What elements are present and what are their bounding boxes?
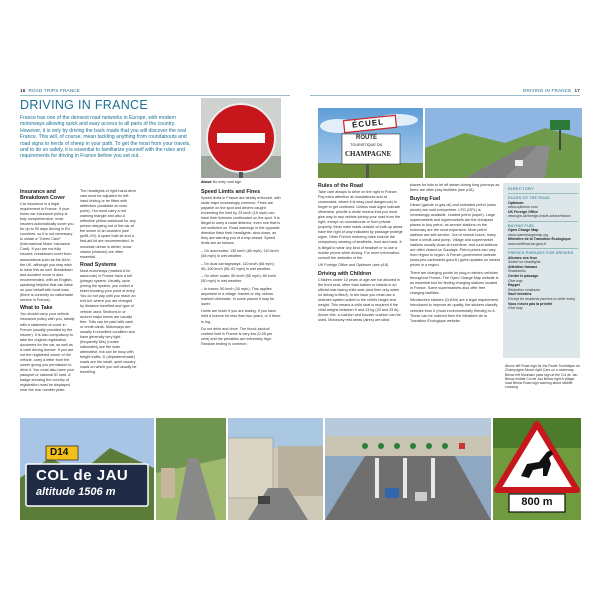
toll-booth-photo — [325, 418, 491, 520]
directory-fuel-heading: BUYING FUEL — [508, 223, 535, 228]
directory — [508, 186, 578, 311]
para-road-systems: Most motorways (marked A for autoroute) in France have a toll (péage) system. Usually, upon joining the system, you collect a ticket showing your point of entry. You do not pay until you reach an exit toll, where you are charged by distance travelled and type of vehicle used. Sections in or around major towns are usually free. Tolls can be paid with cash or credit cards. Motorways are usually in excellent condition and have generally very light (frequently 80s) (routes nationales) are the main alternative, but can be busy with freight traffic. D (départementale) roads are the small, quiet country roads on which you will usually be travelling. — [80, 269, 137, 375]
phrase-5: Sauf riverains — [508, 292, 532, 297]
right-header-rule — [310, 95, 580, 96]
heading-children: Driving with Children — [318, 270, 372, 277]
no-entry-photo — [201, 98, 281, 178]
left-running-title: ROAD TRIPS FRANCE — [28, 88, 81, 93]
dir-open-charge-url[interactable]: www.openchargemap.org — [508, 232, 549, 237]
phrase-5-en: Except for residents (access to other exits) — [508, 296, 576, 301]
village-photo — [228, 418, 323, 520]
directory-title: DIRECTORY — [508, 186, 535, 191]
para-insurance: Car insurance is a legal requirement in France. If your home car insurance policy is fully comprehensive, most insurers automatically cover you for up to 90 days driving in EU countries, so it is not necessary to obtain a "Green Card" (International Motor Insurance Card). If you are not fully insured, breakdown cover from associations such as the AA in the UK, although you may wish to have this as well. Breakdown and accident cover is also recommended, with an English-speaking helpline that can liaise on your behalf with local tows (there is currently no nationwide service in France). — [20, 202, 74, 302]
deer-distance: 800 m — [521, 496, 553, 508]
phrase-2: Attention travaux — [508, 264, 538, 269]
para-kids: places for kids to let off steam during long journeys as there are often play facilities (see p18). — [410, 183, 500, 193]
column-1 — [20, 189, 75, 396]
left-page-number: 16 — [20, 88, 26, 93]
para-speed-3: – On dual carriageways: 110 km/h (68 mph); 90–100 km/h (55–62 mph) in wet weather. — [201, 261, 275, 271]
column-2 — [80, 189, 137, 378]
no-entry-sign-icon — [201, 98, 281, 178]
dir-open-charge: Open Charge Map — [508, 228, 539, 233]
dir-optimum-url[interactable]: www.optimum.com — [508, 205, 538, 210]
heading-road-systems: Road Systems — [80, 262, 117, 269]
para-speed-2: – On autoroutes: 130 km/h (80 mph); 110 km/h (68 mph) in wet weather. — [201, 248, 279, 259]
phrase-3-en: Give way — [508, 278, 523, 283]
right-page-header — [523, 88, 580, 93]
column-4 — [318, 183, 404, 326]
heading-what-to-take: What to Take — [20, 305, 53, 312]
para-speed-5: – In towns: 50 km/h (30 mph). This applies anywhere in a village, hamlet or city, unless marked otherwise. In some places it may be lower. — [201, 286, 275, 306]
phrase-3: Centre le passage — [508, 274, 539, 278]
phrase-2-en: Roadworks — [508, 269, 526, 274]
phrase-1-en: Switch on headlights — [508, 260, 541, 265]
heading-rules-of-road: Rules of the Road — [318, 183, 364, 189]
para-stickers: Windscreen stickers (Crit'Air) are a legal requirement. Introduced to improve air quality, the stickers classify vehicles from 0 (most environmentally friendly) to 6. These can be ordered from the Ministère de la Transition Écologique website. — [410, 298, 499, 323]
dir-ministere: Ministère de la Transition Écologique — [508, 237, 571, 242]
champagne-sign-photo — [318, 108, 423, 178]
para-charging: There are charging points for plug-in electric vehicles throughout France. The Open Charge Map website is an essential tool for finding charging stations located in France. Some supermarkets also offer free charging facilities. — [410, 270, 499, 295]
dir-optimum: Optimum — [508, 200, 524, 205]
dir-ministere-url[interactable]: www.certificat-air.gouv.fr — [508, 241, 547, 246]
para-rules-2: UK Foreign Office and Optimum (see p18). — [318, 263, 390, 268]
para-headlights: The headlights of right-hand-drive cars must be adjusted for left-hand driving or be fitted with deflectors (available at most ports). You must carry a red warning triangle and also a reflective yellow waistcoat for any person stepping out of the car at the scene of an accident (see pp98–99). A spare bulb kit and a first-aid kit are recommended. In mountain areas in winter, snow chains (chaînes) are often essential. — [80, 189, 137, 259]
left-page-header — [20, 88, 80, 93]
no-entry-caption: Above No entry road sign — [201, 180, 242, 184]
sign-touristique: TOURISTIQUE DU — [350, 143, 383, 147]
dir-foreign-office-url[interactable]: www.gov.uk/foreign-travel-advice/france — [508, 214, 571, 219]
photo-captions: Above left Road sign for the Route Touristique du Champagne Above right Cars on a motorway Below left Mountain pass sign at the Col de Jau Below middle Col de Jau Below right A village road Below Road sign warning about wildlife crossing — [505, 364, 580, 390]
col-sign-name: COL de JAU — [36, 467, 129, 484]
para-children: Children under 10 years of age are not allowed in the front seat, other than babies or infants in an official rear-facing child seat (and then only when no airbag is fitted). In the back you must use a restraint system suited to the child's height and weight. This means a child seat is required if the child weighs between 9 and 13 kg (20 and 33 lb). Above this, a cushion and booster cushion can be used. Motorway rest areas (aires) are ideal — [318, 277, 401, 323]
left-header-rule — [20, 95, 290, 96]
para-speed-1: Speed limits in France are strictly enforced, with radar traps increasingly common. Fines are payable on the spot and drivers caught exceeding the limit by 25 km/h (15 mph) can have their licences confiscated on the spot. It is illegal to carry a radar detector, even one that is not switched on. Road warnings in the opposite direction flash their headlights, slow down, as they are warning you of a trap ahead. Speed limits are as follows: — [201, 196, 281, 246]
heading-buying-fuel: Buying Fuel — [410, 195, 441, 202]
right-page-number: 17 — [574, 88, 581, 93]
directory-phrases-heading: FRENCH PHRASES FOR DRIVERS — [508, 251, 574, 256]
para-what-to-take: You should carry your vehicle insurance policy with you, ideally with a statement of cover in French (usually provided by the insurer). It is also compulsory to take the original registration document for the car, as well as a valid driving licence. If you are not the registered owner of the vehicle, carry a letter from the owner giving you permission to drive it. You must also have your passport or national ID card. A badge showing the country of registration must be displayed near the rear number plate. — [20, 312, 75, 393]
phrase-4: Rappel — [508, 283, 520, 288]
intro-paragraph: France has one of the densest road networks in Europe, with modern motorways allowing quick and easy access to all parts of the country. However, it is only by driving the back roads that you will discover the real France. This will, of course, mean tackling anything from roundabouts and road signs to herds of sheep in your path. To get the most from your travels, and to do so safely, it is essential to familiarize yourself with the rules and requirements for driving in France before you set out. — [20, 115, 191, 160]
para-fuel: Diesel (gazole or gas-oil) and unleaded petrol (sans plomb) are sold everywhere. LPG (GPL) is increasingly available. Leaded petrol (super). Large supermarkets and hypermarkets are the cheapest places to buy petrol, as service stations on the motorway are the most expensive. Most petrol stations are self-service. Out of normal hours, many have a credit-card pump. Village and supermarket stations usually close at lunchtime, and rural stations are often closed on Sundays. Petrol prices can vary from region to region. A French government website (www.prix-carburants.gouv.fr) gives updates on lowest prices in a region. — [410, 202, 500, 268]
column-3 — [201, 189, 281, 350]
motorway-photo — [425, 108, 582, 178]
dir-foreign-office: UK Foreign Office — [508, 209, 539, 214]
para-rules: Take care always to drive on the right in France. Pay extra attention at roundabouts and at crossroads, where it is easy (and dangerous) to forget to get confused. Unless road signs indicate otherwise, priorité à droite means that you must give way to any vehicle joining your road from the right, except on roundabouts or from private property. Most main roads outside of built-up areas have the right of way indicated by passage protégé signs. Other French motoring rules include the compulsory wearing of seatbelts, front and back. It is illegal to wear any kind of headset or to use a mobile phone while driving. For more information, consult the websites of the — [318, 190, 403, 260]
para-speed-4: – On other roads: 80 km/h (50 mph); 80 km/h (50 mph) in wet weather. — [201, 274, 277, 284]
para-speed-6: Limits are lower if you are towing. If you have held a licence for less than two years, or if there is fog. — [201, 309, 281, 324]
deer-sign-photo — [493, 418, 581, 520]
heading-speed-limits: Speed Limits and Fines — [201, 189, 261, 195]
right-running-title: DRIVING IN FRANCE — [523, 88, 572, 93]
sign-route: ROUTE — [356, 135, 377, 141]
sign-champagne: CHAMPAGNE — [345, 150, 392, 158]
mountain-road-photo — [156, 418, 226, 520]
col-sign-road-number: D14 — [50, 447, 69, 458]
para-speed-7: Do not drink and drive. The blood-alcohol content limit in France is very low (0.05 per cent) and the penalties are extremely high. Random testing is common. — [201, 327, 273, 347]
directory-rules-heading: RULES OF THE ROAD — [508, 196, 550, 201]
phrase-6-en: Give way — [508, 306, 523, 311]
sign-ecuel: ÉCUEL — [351, 117, 385, 130]
phrase-6: Vous n'avez pas la priorité — [508, 301, 553, 306]
phrase-1: Allumez vos feux — [508, 255, 537, 260]
phrase-4-en: Reduction continues — [508, 287, 541, 292]
col-sign-altitude: altitude 1506 m — [36, 486, 116, 498]
page-title: DRIVING IN FRANCE — [20, 98, 149, 112]
col-de-jau-photo — [20, 418, 154, 520]
column-5 — [410, 183, 500, 326]
heading-insurance: Insurance and Breakdown Cover — [20, 189, 66, 201]
